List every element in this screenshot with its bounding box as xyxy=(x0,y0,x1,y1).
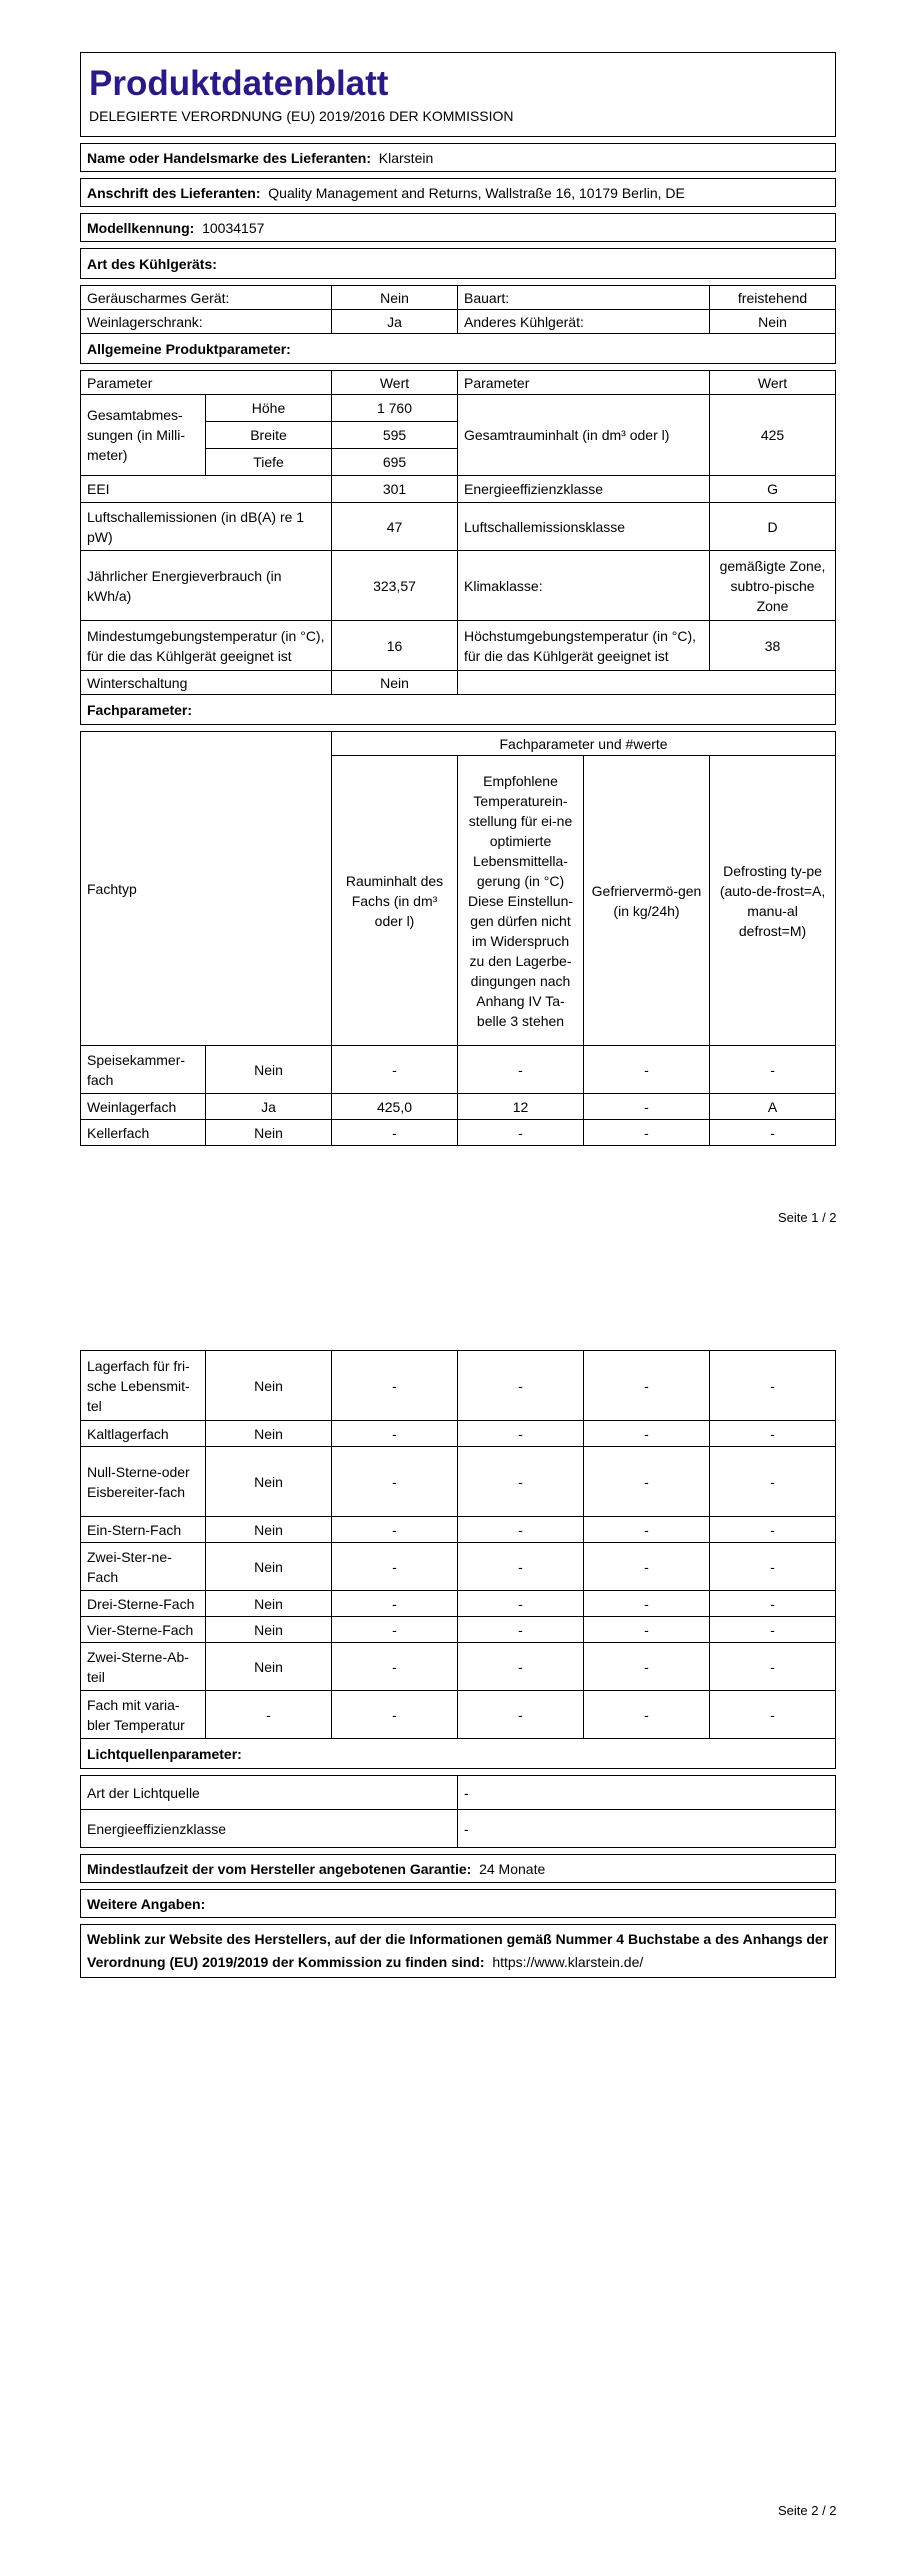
winter-label: Winterschaltung xyxy=(81,671,332,695)
table-row xyxy=(81,1421,836,1447)
compartment-name: Zwei-Ster-ne-Fach xyxy=(81,1543,206,1591)
energy-class-label: Energieeffizienzklasse xyxy=(458,476,710,503)
annual-energy-value: 323,57 xyxy=(332,551,458,621)
col-value-1: Wert xyxy=(332,371,458,395)
compartment-temp: - xyxy=(458,1046,584,1094)
page-subtitle: DELEGIERTE VERORDNUNG (EU) 2019/2016 DER KOMMISSION xyxy=(89,107,514,124)
compartment-temp: - xyxy=(458,1351,584,1421)
col-parameter-2: Parameter xyxy=(458,371,710,395)
warranty-value: 24 Monate xyxy=(479,1860,546,1877)
climate-class-label: Klimaklasse: xyxy=(458,551,710,621)
compartment-defrost: - xyxy=(710,1421,836,1447)
compartment-name: Ein-Stern-Fach xyxy=(81,1517,206,1543)
col-volume: Rauminhalt des Fachs (in dm³ oder l) xyxy=(332,756,458,1046)
eei-label: EEI xyxy=(81,476,332,503)
compartment-volume: - xyxy=(332,1591,458,1617)
further-info-heading: Weitere Angaben: xyxy=(81,1890,836,1918)
winter-value: Nein xyxy=(332,671,458,695)
supplier-address-label: Anschrift des Lieferanten: xyxy=(87,184,261,201)
other-device-label: Anderes Kühlgerät: xyxy=(458,310,710,334)
min-temp-label: Mindestumgebungstemperatur (in °C), für die das Kühlgerät geeignet ist xyxy=(81,621,332,671)
compartment-name: Lagerfach für fri-sche Lebensmit-tel xyxy=(81,1351,206,1421)
supplier-name-label: Name oder Handelsmarke des Lieferanten: xyxy=(87,149,371,166)
compartment-present: Nein xyxy=(206,1351,332,1421)
depth-label: Tiefe xyxy=(206,449,332,476)
light-type-label: Art der Lichtquelle xyxy=(81,1776,458,1810)
compartment-defrost: - xyxy=(710,1046,836,1094)
energy-class-value: G xyxy=(710,476,836,503)
compartment-present: Nein xyxy=(206,1421,332,1447)
compartment-present: - xyxy=(206,1691,332,1739)
compartment-defrost: - xyxy=(710,1543,836,1591)
noise-label: Luftschallemissionen (in dB(A) re 1 pW) xyxy=(81,503,332,551)
winter-empty xyxy=(458,671,836,695)
compartment-present: Nein xyxy=(206,1617,332,1643)
compartments-heading: Fachparameter: xyxy=(81,695,836,725)
compartment-name: Kellerfach xyxy=(81,1120,206,1146)
compartment-name: Speisekammer-fach xyxy=(81,1046,206,1094)
table-row xyxy=(81,1691,836,1739)
compartment-name: Null-Sterne-oder Eisbereiter-fach xyxy=(81,1447,206,1517)
compartment-volume: - xyxy=(332,1517,458,1543)
compartment-volume: - xyxy=(332,1421,458,1447)
weblink-row xyxy=(81,1925,836,1978)
compartment-name: Drei-Sterne-Fach xyxy=(81,1591,206,1617)
compartment-present: Nein xyxy=(206,1517,332,1543)
depth-value: 695 xyxy=(332,449,458,476)
height-label: Höhe xyxy=(206,395,332,422)
compartment-temp: - xyxy=(458,1543,584,1591)
supplier-address-value: Quality Management and Returns, Wallstraße 16, 10179 Berlin, DE xyxy=(268,184,685,201)
compartment-defrost: - xyxy=(710,1691,836,1739)
compartment-temp: - xyxy=(458,1591,584,1617)
compartment-temp: 12 xyxy=(458,1094,584,1120)
compartment-volume: 425,0 xyxy=(332,1094,458,1120)
table-row xyxy=(81,1591,836,1617)
light-type-value: - xyxy=(458,1776,836,1810)
light-heading: Lichtquellenparameter: xyxy=(81,1739,836,1769)
col-fachtyp: Fachtyp xyxy=(81,732,332,1046)
compartment-name: Vier-Sterne-Fach xyxy=(81,1617,206,1643)
warranty-label: Mindestlaufzeit der vom Hersteller angebotenen Garantie: xyxy=(87,1860,472,1877)
table-row xyxy=(81,1617,836,1643)
col-defrost: Defrosting ty-pe (auto-de-frost=A, manu-al defrost=M) xyxy=(710,756,836,1046)
compartment-volume: - xyxy=(332,1543,458,1591)
table-row xyxy=(81,1094,836,1120)
weblink-url[interactable]: https://www.klarstein.de/ xyxy=(492,1954,644,1970)
compartment-freeze: - xyxy=(584,1543,710,1591)
other-device-value: Nein xyxy=(710,310,836,334)
low-noise-value: Nein xyxy=(332,286,458,310)
compartment-volume: - xyxy=(332,1617,458,1643)
wine-cabinet-label: Weinlagerschrank: xyxy=(81,310,332,334)
compartment-volume: - xyxy=(332,1046,458,1094)
compartment-name: Kaltlagerfach xyxy=(81,1421,206,1447)
compartment-defrost: - xyxy=(710,1591,836,1617)
noise-value: 47 xyxy=(332,503,458,551)
width-label: Breite xyxy=(206,422,332,449)
compartment-volume: - xyxy=(332,1643,458,1691)
page-title: Produktdatenblatt xyxy=(89,63,389,103)
height-value: 1 760 xyxy=(332,395,458,422)
model-value: 10034157 xyxy=(202,219,265,236)
width-value: 595 xyxy=(332,422,458,449)
model-row xyxy=(81,214,836,242)
compartment-temp: - xyxy=(458,1120,584,1146)
supplier-name-value: Klarstein xyxy=(378,149,434,166)
compartment-temp: - xyxy=(458,1617,584,1643)
compartment-defrost: - xyxy=(710,1120,836,1146)
noise-class-value: D xyxy=(710,503,836,551)
compartment-temp: - xyxy=(458,1643,584,1691)
general-heading: Allgemeine Produktparameter: xyxy=(81,334,836,364)
compartment-freeze: - xyxy=(584,1617,710,1643)
compartment-present: Nein xyxy=(206,1643,332,1691)
table-row xyxy=(81,1046,836,1094)
table-row xyxy=(81,1351,836,1421)
compartment-freeze: - xyxy=(584,1120,710,1146)
max-temp-label: Höchstumgebungstemperatur (in °C), für die das Kühlgerät geeignet ist xyxy=(458,621,710,671)
compartment-volume: - xyxy=(332,1691,458,1739)
volume-value: 425 xyxy=(710,395,836,476)
weblink-label: Weblink zur Website des Herstellers, auf der die Informationen gemäß Nummer 4 Buchstabe a des Anhangs der Verordnung (EU) 2019/2019 der Kommission zu finden sind: xyxy=(87,1931,829,1970)
compartment-name: Weinlagerfach xyxy=(81,1094,206,1120)
compartment-freeze: - xyxy=(584,1691,710,1739)
supplier-address-row xyxy=(81,179,836,207)
compartment-freeze: - xyxy=(584,1643,710,1691)
table-row xyxy=(81,1543,836,1591)
compartment-volume: - xyxy=(332,1120,458,1146)
compartment-present: Nein xyxy=(206,1591,332,1617)
compartment-name: Fach mit varia-bler Temperatur xyxy=(81,1691,206,1739)
volume-label: Gesamtrauminhalt (in dm³ oder l) xyxy=(458,395,710,476)
compartment-temp: - xyxy=(458,1517,584,1543)
compartment-defrost: - xyxy=(710,1617,836,1643)
annual-energy-label: Jährlicher Energieverbrauch (in kWh/a) xyxy=(81,551,332,621)
compartment-temp: - xyxy=(458,1421,584,1447)
compartment-freeze: - xyxy=(584,1591,710,1617)
table-row xyxy=(81,1447,836,1517)
title-cell xyxy=(81,53,836,137)
light-class-value: - xyxy=(458,1810,836,1848)
compartment-present: Nein xyxy=(206,1046,332,1094)
supplier-name-row xyxy=(81,144,836,172)
compartment-volume: - xyxy=(332,1447,458,1517)
design-label: Bauart: xyxy=(458,286,710,310)
warranty-row xyxy=(81,1855,836,1883)
device-type-heading: Art des Kühlgeräts: xyxy=(81,249,836,279)
page-number-1: Seite 1 / 2 xyxy=(778,1210,837,1225)
compartment-temp: - xyxy=(458,1447,584,1517)
light-class-label: Energieeffizienzklasse xyxy=(81,1810,458,1848)
dimensions-label: Gesamtabmes-sungen (in Milli-meter) xyxy=(81,395,206,476)
compartment-group-header: Fachparameter und #werte xyxy=(332,732,836,756)
min-temp-value: 16 xyxy=(332,621,458,671)
table-row xyxy=(81,1643,836,1691)
compartment-temp: - xyxy=(458,1691,584,1739)
compartment-freeze: - xyxy=(584,1517,710,1543)
compartment-freeze: - xyxy=(584,1447,710,1517)
model-label: Modellkennung: xyxy=(87,219,195,236)
compartment-present: Nein xyxy=(206,1120,332,1146)
wine-cabinet-value: Ja xyxy=(332,310,458,334)
eei-value: 301 xyxy=(332,476,458,503)
compartment-defrost: - xyxy=(710,1517,836,1543)
compartment-defrost: - xyxy=(710,1351,836,1421)
table-row xyxy=(81,1120,836,1146)
page-2 xyxy=(80,1350,835,1978)
compartment-defrost: - xyxy=(710,1447,836,1517)
noise-class-label: Luftschallemissionsklasse xyxy=(458,503,710,551)
max-temp-value: 38 xyxy=(710,621,836,671)
page-1 xyxy=(80,52,835,1146)
col-parameter-1: Parameter xyxy=(81,371,332,395)
low-noise-label: Geräuscharmes Gerät: xyxy=(81,286,332,310)
climate-class-value: gemäßigte Zone, subtro-pische Zone xyxy=(710,551,836,621)
compartment-present: Ja xyxy=(206,1094,332,1120)
datasheet-table-page-1 xyxy=(80,52,836,1146)
compartment-defrost: A xyxy=(710,1094,836,1120)
compartment-present: Nein xyxy=(206,1543,332,1591)
compartment-freeze: - xyxy=(584,1421,710,1447)
compartment-name: Zwei-Sterne-Ab-teil xyxy=(81,1643,206,1691)
col-temp: Empfohlene Temperaturein-stellung für ei-ne optimierte Lebensmittella-gerung (in °C) Diese Einstellun-gen dürfen nicht im Widerspruch zu den Lagerbe-dingungen nach Anhang IV Ta-belle 3 stehen xyxy=(458,756,584,1046)
compartment-defrost: - xyxy=(710,1643,836,1691)
compartment-freeze: - xyxy=(584,1351,710,1421)
compartment-freeze: - xyxy=(584,1046,710,1094)
col-freeze: Gefriervermö-gen (in kg/24h) xyxy=(584,756,710,1046)
table-row xyxy=(81,1517,836,1543)
compartment-volume: - xyxy=(332,1351,458,1421)
compartment-present: Nein xyxy=(206,1447,332,1517)
page-number-2: Seite 2 / 2 xyxy=(778,2503,837,2518)
design-value: freistehend xyxy=(710,286,836,310)
compartment-freeze: - xyxy=(584,1094,710,1120)
datasheet-table-page-2 xyxy=(80,1350,836,1978)
col-value-2: Wert xyxy=(710,371,836,395)
